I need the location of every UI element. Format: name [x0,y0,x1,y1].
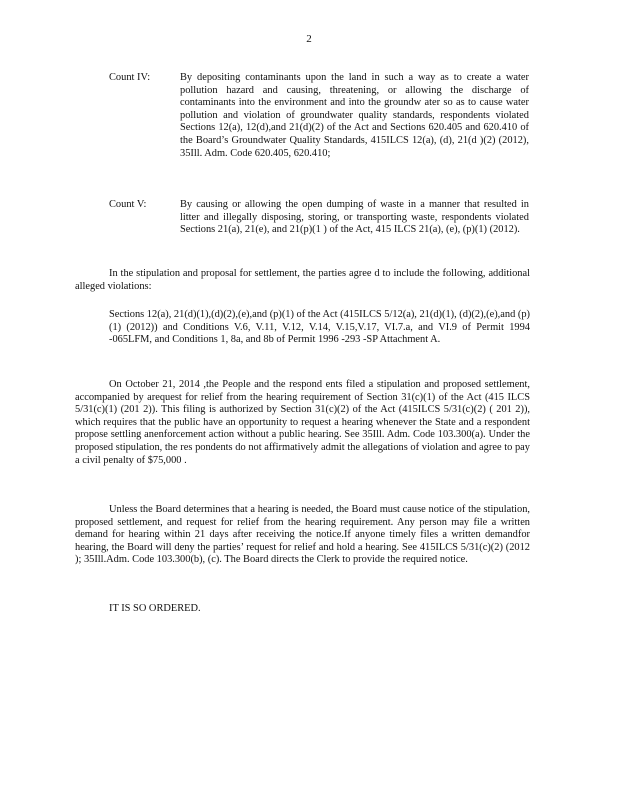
count-iv [109,72,529,160]
filing-paragraph: On October 21, 2014 ,the People and the respond ents filed a stipulation and proposed settlement, accompanied by arequest for relief from the hearing requirement of Section 31(c)(1) of the Act (415 ILCS 5/31(c)(1) (201 2)). This filing is authorized by Section 31(c)(2) of the Act (415ILCS 5/31(c)(2) ( 201 2)), which requires that the public have an opportunity to request a hearing whenever the State and a respondent propose settling anenforcement action without a public hearing. See 35Ill. Adm. Code 103.300(a). Under the proposed stipulation, the res pondents do not affirmatively admit the allegations of violation and agree to pay a civil penalty of $75,000 . [75,379,530,466]
page-number: 2 [306,33,312,45]
stipulation-intro-paragraph: In the stipulation and proposal for settlement, the parties agree d to include the following, additional alleged violations: [75,268,530,292]
additional-violations-block: Sections 12(a), 21(d)(1),(d)(2),(e),and (p)(1) of the Act (415ILCS 5/12(a), 21(d)(1), (d)(2),(e),and (p)(1) (2012)) and Conditions V.6, V.11, V.12, V.14, V.15,V.17, VI.7.a, and VI.9 of Permit 1994 -065LFM, and Conditions 1, 8a, and 8b of Permit 1996 -293 -SP Attachment A. [109,309,530,346]
count-iv-text: By depositing contaminants upon the land in such a way as to create a water pollution hazard and causing, threatening, or allowing the discharge of contaminants into the environment and into the groundw ater so as to cause water pollution and violation of groundwater quality standards, respondents violated Sections 12(a), 12(d),and 21(d)(2) of the Act and Sections 620.405 and 620.410 of the Board’s Groundwater Quality Standards, 415ILCS 12(a), (d), 21(d )(2) (2012), 35Ill. Adm. Code 620.405, 620.410; [180,72,529,159]
count-v-label: Count V: [109,199,147,210]
order-statement: IT IS SO ORDERED. [109,603,201,614]
board-notice-paragraph: Unless the Board determines that a hearing is needed, the Board must cause notice of the stipulation, proposed settlement, and request for relief from the hearing requirement. Any person may file a written demand for hearing within 21 days after receiving the notice.If anyone timely files a written demandfor hearing, the Board will deny the parties’ request for relief and hold a hearing. See 415ILCS 5/31(c)(2) (2012 ); 35Ill.Adm. Code 103.300(b), (c). The Board directs the Clerk to provide the required notice. [75,504,530,566]
count-v-text: By causing or allowing the open dumping of waste in a manner that resulted in litter and illegally disposing, storing, or transporting waste, respondents violated Sections 21(a), 21(e), and 21(p)(1 ) of the Act, 415 ILCS 21(a), (e), (p)(1) (2012). [180,199,529,236]
count-iv-label: Count IV: [109,72,151,83]
count-v [109,199,529,237]
